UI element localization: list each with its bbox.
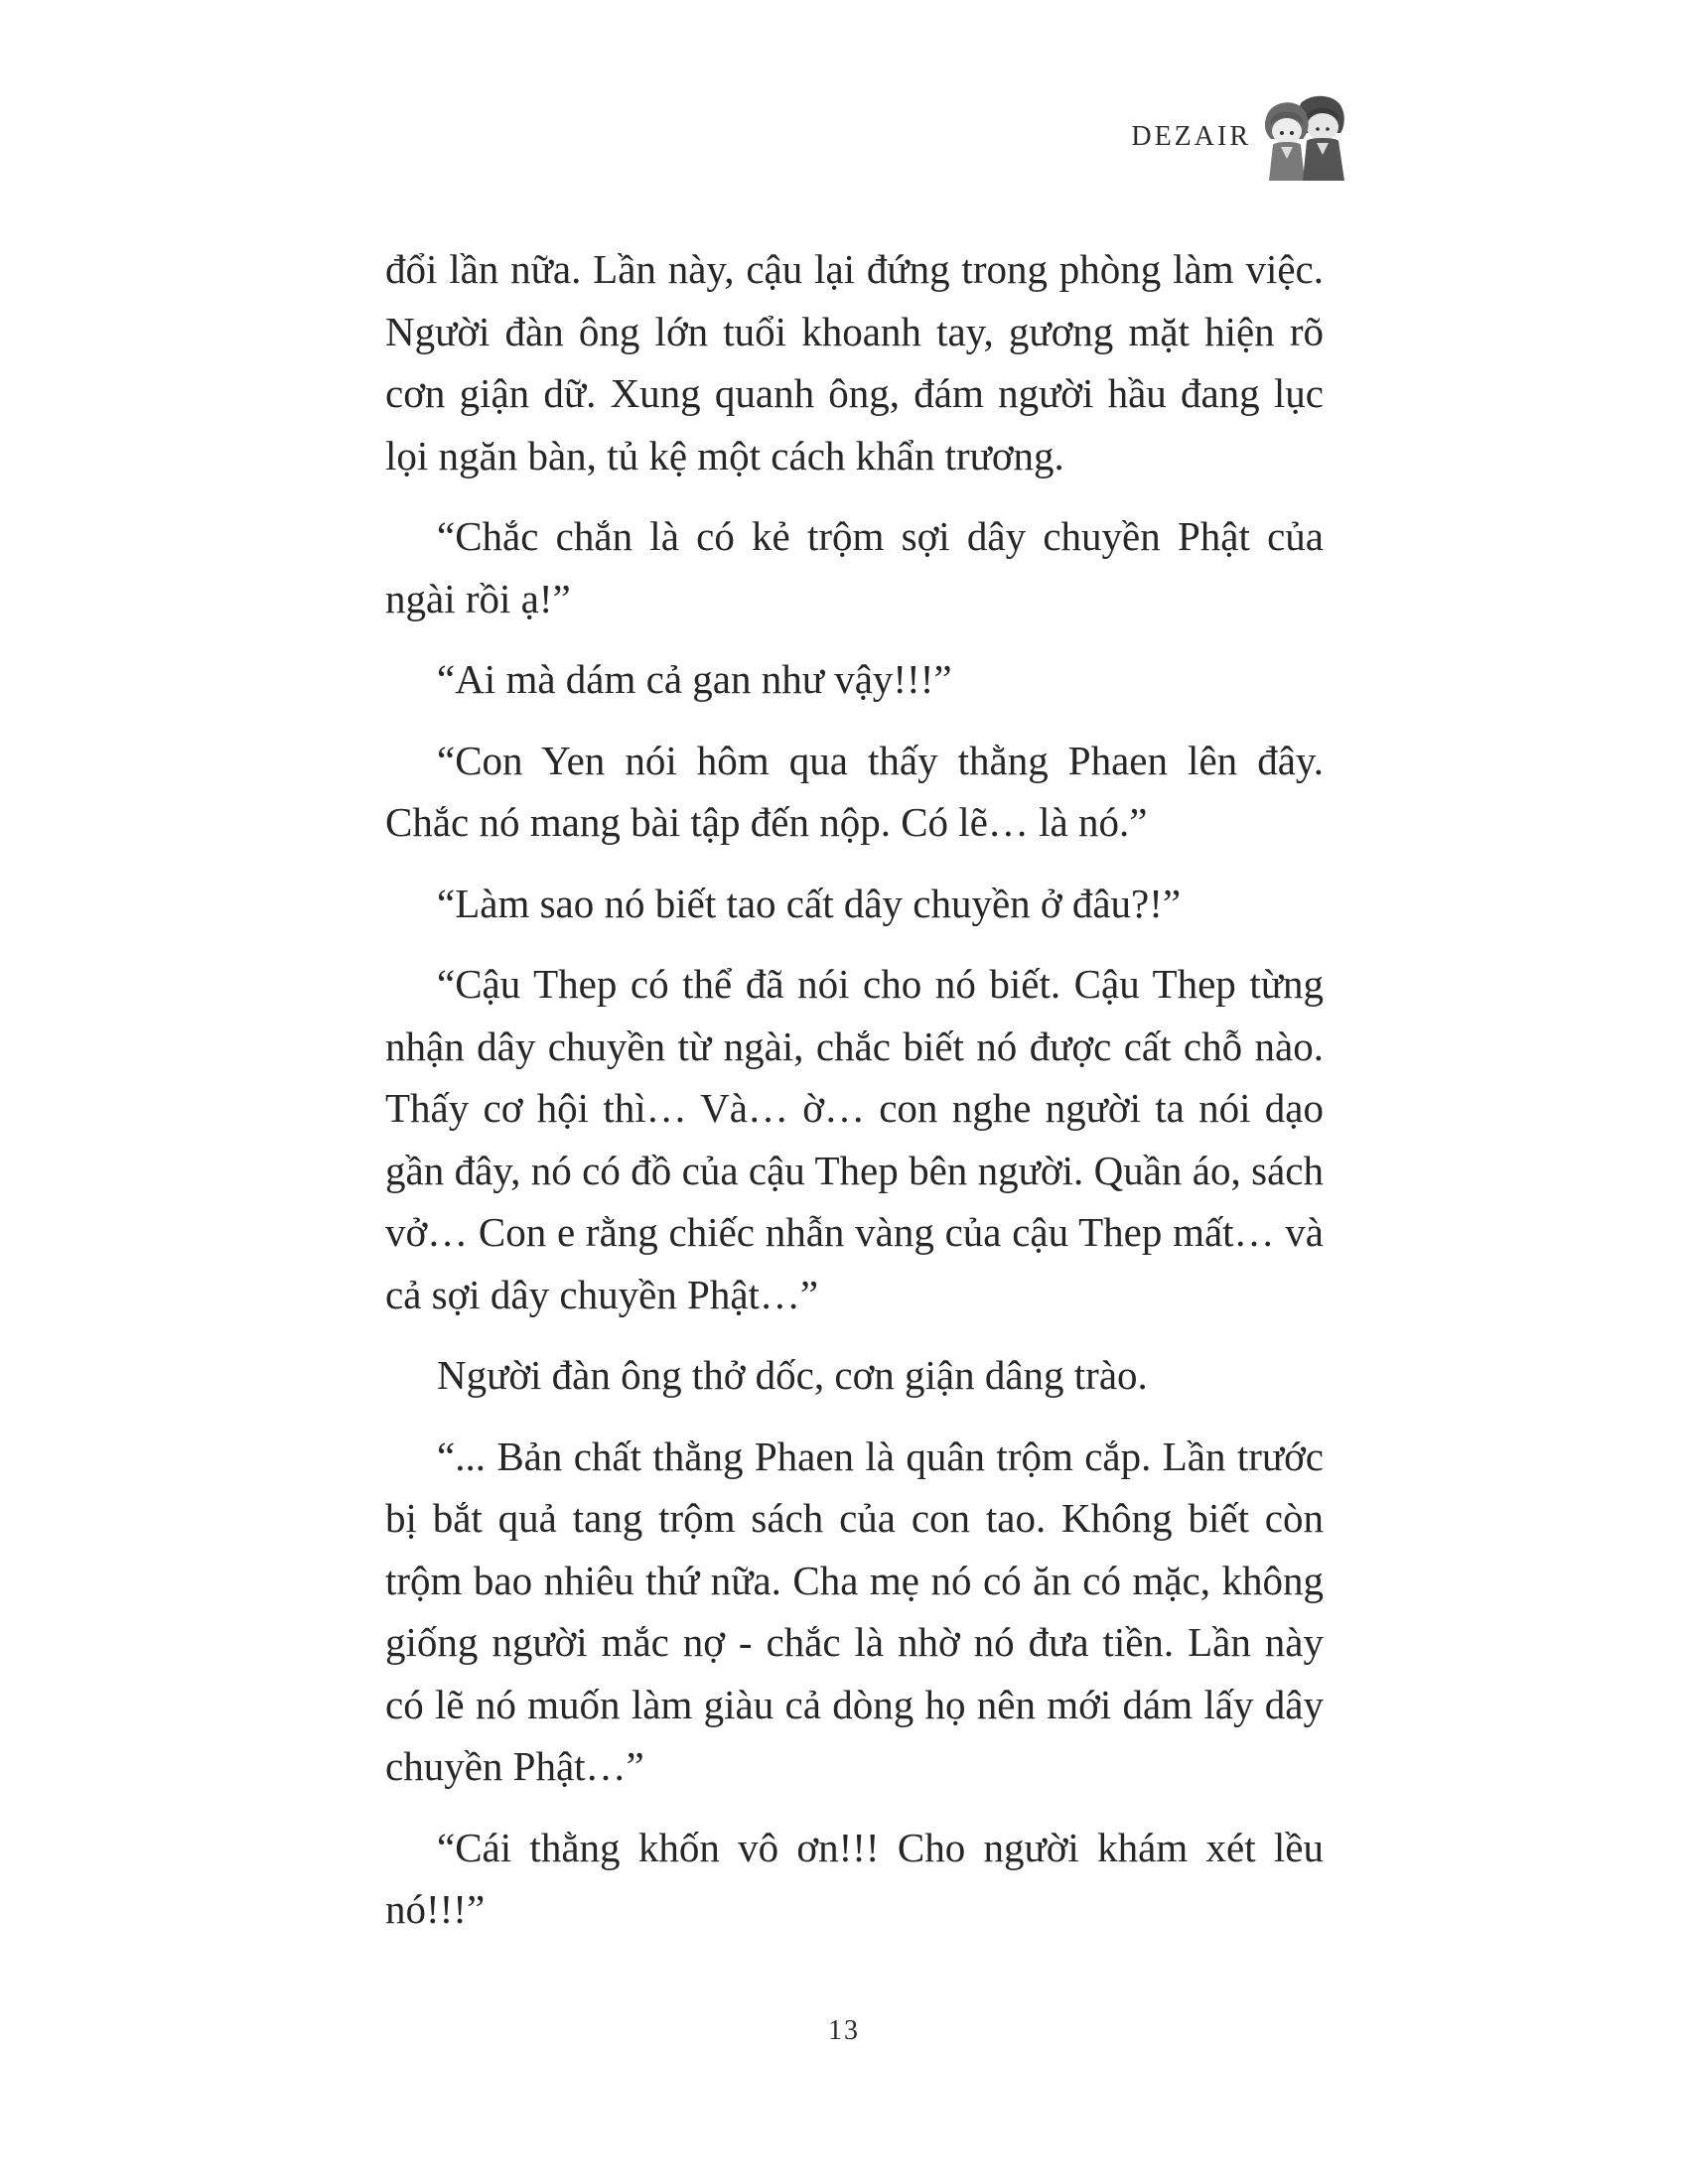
page-number: 13 xyxy=(828,2015,860,2046)
paragraph: “Cái thằng khốn vô ơn!!! Cho người khám xét lều nó!!!” xyxy=(385,1824,1324,1932)
paragraph: “Làm sao nó biết tao cất dây chuyền ở đâu?!” xyxy=(437,880,1182,926)
paragraph: đổi lần nữa. Lần này, cậu lại đứng trong phòng làm việc. Người đàn ông lớn tuổi khoanh tay, gương mặt hiện rõ cơn giận dữ. Xung quanh ông, đám người hầu đang lục lọi ngăn bàn, tủ kệ một cách khẩn trương. xyxy=(385,246,1324,478)
paragraph: “Chắc chắn là có kẻ trộm sợi dây chuyền Phật của ngài rồi ạ!” xyxy=(385,513,1324,621)
paragraph: “Cậu Thep có thể đã nói cho nó biết. Cậu Thep từng nhận dây chuyền từ ngài, chắc biết nó được cất chỗ nào. Thấy cơ hội thì… Và… ờ… con nghe người ta nói dạo gần đây, nó có đồ của cậu Thep bên người. Quần áo, sách vở… Con e rằng chiếc nhẫn vàng của cậu Thep mất… và cả sợi dây chuyền Phật…” xyxy=(385,961,1324,1317)
paragraph: Người đàn ông thở dốc, cơn giận dâng trào. xyxy=(437,1352,1148,1398)
paragraph: “... Bản chất thằng Phaen là quân trộm cắp. Lần trước bị bắt quả tang trộm sách của con tao. Không biết còn trộm bao nhiêu thứ nữa. Cha mẹ nó có ăn có mặc, không giống người mắc nợ - chắc là nhờ nó đưa tiền. Lần này có lẽ nó muốn làm giàu cả dòng họ nên mới dám lấy dây chuyền Phật…” xyxy=(385,1433,1324,1789)
paragraph: “Ai mà dám cả gan như vậy!!!” xyxy=(437,656,952,702)
body-text xyxy=(385,238,1324,1960)
running-header xyxy=(1131,89,1350,185)
header-title: DEZAIR xyxy=(1131,121,1251,152)
paragraph: “Con Yen nói hôm qua thấy thằng Phaen lên đây. Chắc nó mang bài tập đến nộp. Có lẽ… là nó.” xyxy=(385,737,1324,845)
chibi-couple-illustration-icon xyxy=(1261,89,1350,185)
